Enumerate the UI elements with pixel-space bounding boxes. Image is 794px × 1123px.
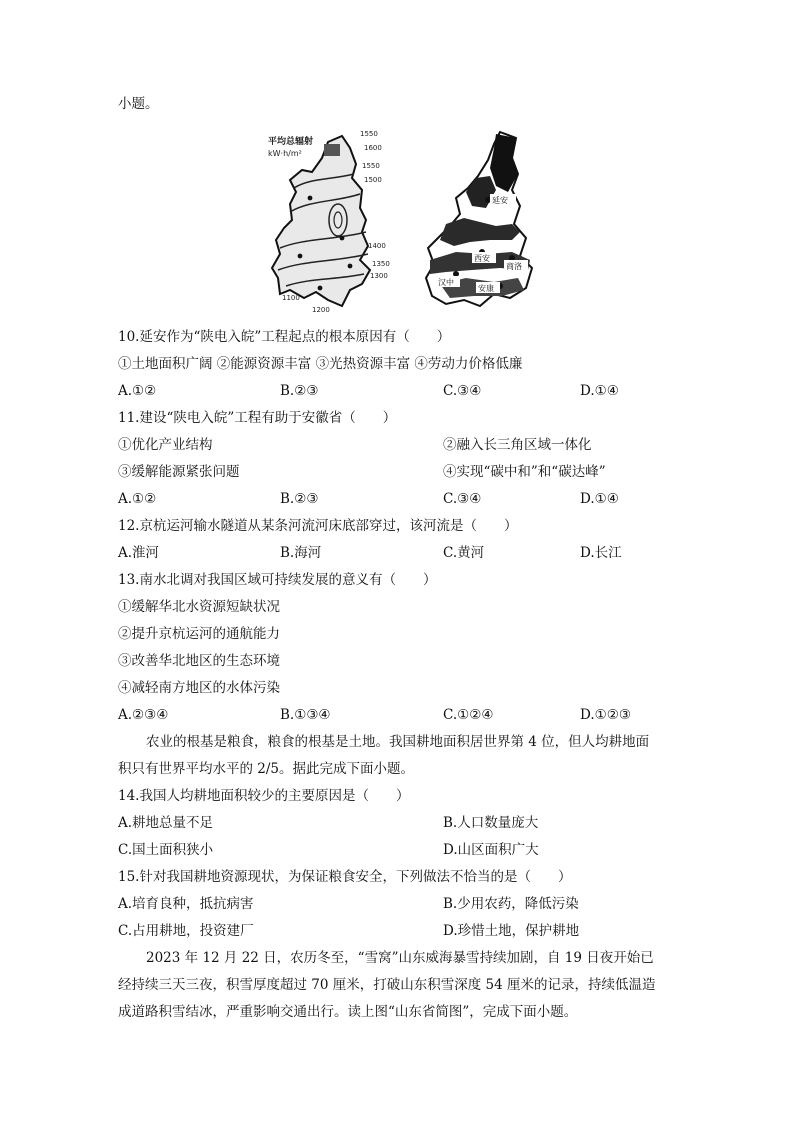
- contour-label-8: 1100: [282, 294, 300, 302]
- q13-option-d[interactable]: D.①②③: [580, 707, 631, 723]
- q15-options-row-1: [118, 894, 678, 914]
- contour-label-1: 1550: [360, 130, 378, 138]
- q13-item-4: ④减轻南方地区的水体污染: [118, 680, 280, 696]
- radiation-legend-unit: kW·h/m²: [268, 149, 302, 158]
- city-label-hanzhong: 汉中: [438, 278, 454, 287]
- q11-items-row-1: [118, 435, 678, 455]
- passage-snow-line-2: 经持续三天三夜，积雪厚度超过 70 厘米，打破山东积雪深度 54 厘米的记录，持续低温造: [118, 977, 656, 993]
- q15-stem: 15.针对我国耕地资源现状，为保证粮食安全，下列做法不恰当的是（ ）: [118, 869, 572, 885]
- passage-snow-line-1: 2023 年 12 月 22 日，农历冬至，“雪窝”山东威海暴雪持续加剧，自 19 日夜开始已: [146, 950, 654, 966]
- q12-options: [118, 543, 678, 563]
- q13-item-2: ②提升京杭运河的通航能力: [118, 626, 280, 642]
- q10-options: [118, 381, 678, 401]
- q13-stem: 13.南水北调对我国区域可持续发展的意义有（ ）: [118, 572, 437, 588]
- q11-item-4: ④实现“碳中和”和“碳达峰”: [443, 464, 606, 480]
- q12-option-d[interactable]: D.长江: [580, 545, 622, 561]
- q12-option-a[interactable]: A.淮河: [118, 545, 160, 561]
- q14-option-a[interactable]: A.耕地总量不足: [118, 815, 214, 831]
- q15-option-c[interactable]: C.占用耕地，投资建厂: [118, 923, 254, 939]
- q12-option-b[interactable]: B.海河: [280, 545, 322, 561]
- q11-item-1: ①优化产业结构: [118, 437, 213, 453]
- q10-stem: 10.延安作为“陕电入皖”工程起点的根本原因有（ ）: [118, 329, 451, 345]
- q11-stem: 11.建设“陕电入皖”工程有助于安徽省（ ）: [118, 410, 397, 426]
- passage-snow-line-3: 成道路积雪结冰，严重影响交通出行。读上图“山东省简图”，完成下面小题。: [118, 1004, 578, 1020]
- shaanxi-maps-figure: [250, 128, 550, 314]
- city-label-xian: 西安: [474, 254, 490, 263]
- contour-label-5: 1400: [368, 242, 386, 250]
- intro-tail: 小题。: [118, 96, 159, 112]
- q14-options-row-1: [118, 813, 678, 833]
- q10-option-c[interactable]: C.③④: [443, 383, 482, 399]
- q15-option-b[interactable]: B.少用农药，降低污染: [443, 896, 579, 912]
- city-label-shangluo: 商洛: [506, 262, 522, 271]
- q13-option-b[interactable]: B.①③④: [280, 707, 331, 723]
- terrain-map: [426, 132, 532, 306]
- q11-item-3: ③缓解能源紧张问题: [118, 464, 240, 480]
- contour-label-3: 1550: [362, 162, 380, 170]
- passage-farmland-line-1: 农业的根基是粮食，粮食的根基是土地。我国耕地面积居世界第 4 位，但人均耕地面: [146, 734, 650, 750]
- q12-stem: 12.京杭运河输水隧道从某条河流河床底部穿过，该河流是（ ）: [118, 518, 518, 534]
- q13-options: [118, 705, 678, 725]
- q13-option-a[interactable]: A.②③④: [118, 707, 169, 723]
- q11-option-b[interactable]: B.②③: [280, 491, 319, 507]
- city-label-yanan: 延安: [492, 196, 508, 205]
- q13-option-c[interactable]: C.①②④: [443, 707, 494, 723]
- q13-item-3: ③改善华北地区的生态环境: [118, 653, 280, 669]
- q14-option-c[interactable]: C.国土面积狭小: [118, 842, 214, 858]
- radiation-map: [268, 130, 390, 314]
- shaanxi-maps-svg: [250, 128, 550, 314]
- q11-items-row-2: [118, 462, 678, 482]
- contour-label-9: 1200: [312, 306, 330, 314]
- q13-item-1: ①缓解华北水资源短缺状况: [118, 599, 280, 615]
- contour-label-4: 1500: [364, 176, 382, 184]
- q10-option-d[interactable]: D.①④: [580, 383, 619, 399]
- q10-items: ①土地面积广阔 ②能源资源丰富 ③光热资源丰富 ④劳动力价格低廉: [118, 356, 523, 372]
- q14-options-row-2: [118, 840, 678, 860]
- q11-option-a[interactable]: A.①②: [118, 491, 157, 507]
- q15-options-row-2: [118, 921, 678, 941]
- q10-option-b[interactable]: B.②③: [280, 383, 319, 399]
- q14-stem: 14.我国人均耕地面积较少的主要原因是（ ）: [118, 788, 410, 804]
- city-label-ankang: 安康: [478, 284, 494, 293]
- contour-label-2: 1600: [364, 144, 382, 152]
- q11-options: [118, 489, 678, 509]
- q14-option-d[interactable]: D.山区面积广大: [443, 842, 539, 858]
- q11-item-2: ②融入长三角区域一体化: [443, 437, 592, 453]
- contour-label-6: 1350: [372, 260, 390, 268]
- q11-option-c[interactable]: C.③④: [443, 491, 482, 507]
- q10-option-a[interactable]: A.①②: [118, 383, 157, 399]
- q11-option-d[interactable]: D.①④: [580, 491, 619, 507]
- contour-label-7: 1300: [370, 272, 388, 280]
- q15-option-d[interactable]: D.珍惜土地，保护耕地: [443, 923, 580, 939]
- q14-option-b[interactable]: B.人口数量庞大: [443, 815, 539, 831]
- passage-farmland-line-2: 积只有世界平均水平的 2/5。据此完成下面小题。: [118, 761, 415, 777]
- q15-option-a[interactable]: A.培育良种，抵抗病害: [118, 896, 254, 912]
- radiation-legend-title: 平均总辐射: [268, 137, 314, 147]
- q12-option-c[interactable]: C.黄河: [443, 545, 485, 561]
